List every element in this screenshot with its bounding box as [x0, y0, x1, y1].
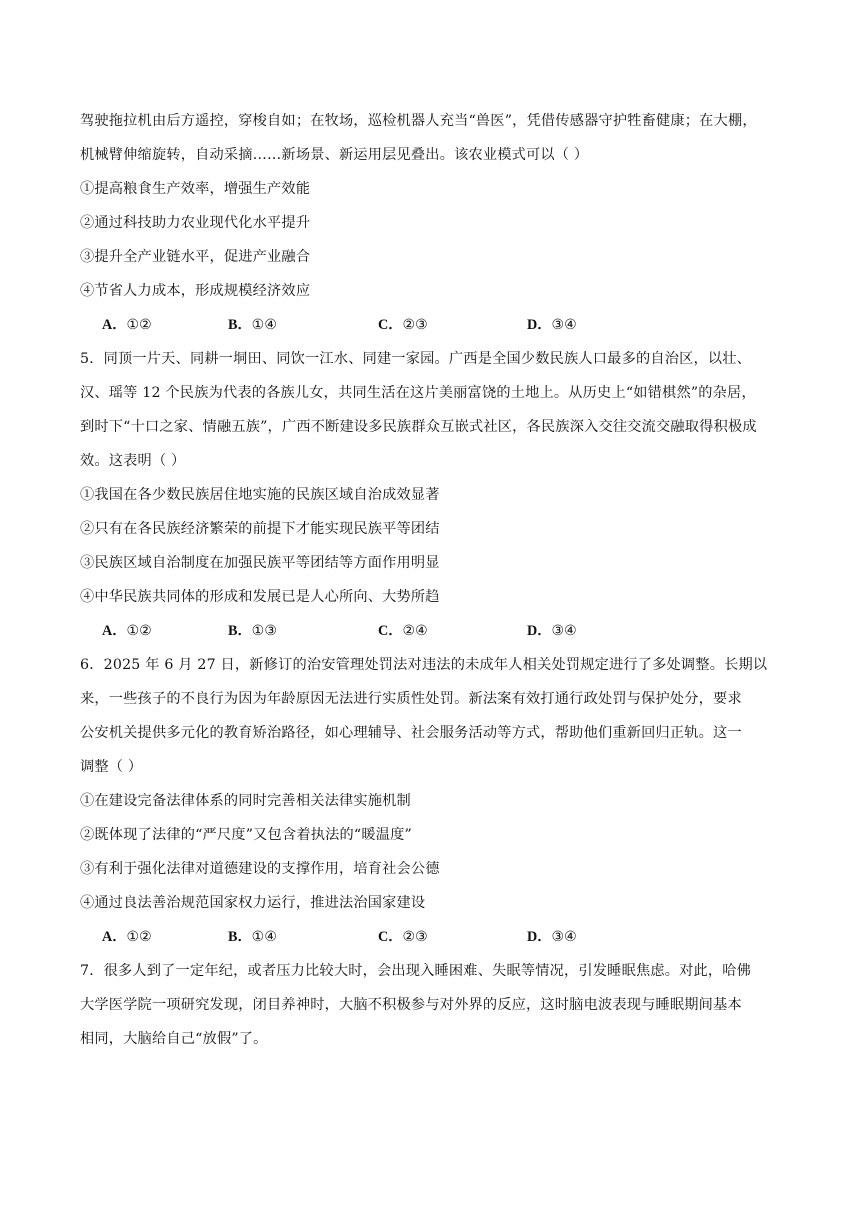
q6-option-c[interactable]: C．②③ — [378, 929, 428, 945]
q5-statement-1: ①我国在各少数民族居住地实施的民族区域自治成效显著 — [80, 487, 440, 503]
q4-stem-line-1: 驾驶拖拉机由后方遥控，穿梭自如；在牧场，巡检机器人充当“兽医”，凭借传感器守护牲畜健康；在大棚， — [80, 113, 757, 129]
q4-option-d[interactable]: D．③④ — [527, 317, 577, 333]
q6-stem-line-3: 公安机关提供多元化的教育矫治路径，如心理辅导、社会服务活动等方式，帮助他们重新回归正轨。这一 — [80, 725, 742, 741]
q4-option-c[interactable]: C．②③ — [378, 317, 428, 333]
q6-statement-1: ①在建设完备法律体系的同时完善相关法律实施机制 — [80, 793, 411, 809]
q5-option-b[interactable]: B．①③ — [228, 623, 278, 639]
q7-stem-line-3: 相同，大脑给自己“放假”了。 — [80, 1031, 268, 1047]
q7-stem-line-1: 7．很多人到了一定年纪，或者压力比较大时，会出现入睡困难、失眠等情况，引发睡眠焦虑。对此，哈佛 — [80, 963, 752, 979]
q4-statement-2: ②通过科技助力农业现代化水平提升 — [80, 215, 311, 231]
q5-option-a[interactable]: A．①② — [102, 623, 152, 639]
q5-option-c[interactable]: C．②④ — [378, 623, 428, 639]
q7-stem-line-2: 大学医学院一项研究发现，闭目养神时，大脑不积极参与对外界的反应，这时脑电波表现与睡眠期间基本 — [80, 997, 742, 1013]
q5-option-d[interactable]: D．③④ — [527, 623, 577, 639]
q6-stem-line-1: 6．2025 年 6 月 27 日，新修订的治安管理处罚法对违法的未成年人相关处罚规定进行了多处调整。长期以 — [80, 657, 768, 673]
q5-stem-line-1: 5．同顶一片天、同耕一垌田、同饮一江水、同建一家园。广西是全国少数民族人口最多的自治区，以壮、 — [80, 351, 752, 367]
q5-stem-line-4: 效。这表明（ ） — [80, 453, 186, 469]
q5-statement-2: ②只有在各民族经济繁荣的前提下才能实现民族平等团结 — [80, 521, 440, 537]
q5-statement-3: ③民族区域自治制度在加强民族平等团结等方面作用明显 — [80, 555, 440, 571]
q4-stem-line-2: 机械臂伸缩旋转，自动采摘……新场景、新运用层见叠出。该农业模式可以（ ） — [80, 147, 589, 163]
q5-statement-4: ④中华民族共同体的形成和发展已是人心所向、大势所趋 — [80, 589, 440, 605]
q5-stem-line-2: 汉、瑶等 12 个民族为代表的各族儿女，共同生活在这片美丽富饶的土地上。从历史上“如错棋然”的杂居， — [80, 385, 756, 401]
q6-option-b[interactable]: B．①④ — [228, 929, 278, 945]
q4-option-a[interactable]: A．①② — [102, 317, 152, 333]
q6-stem-line-2: 来，一些孩子的不良行为因为年龄原因无法进行实质性处罚。新法案有效打通行政处罚与保护处分，要求 — [80, 691, 742, 707]
q6-stem-line-4: 调整（ ） — [80, 759, 143, 775]
q4-option-b[interactable]: B．①④ — [228, 317, 278, 333]
q4-statement-4: ④节省人力成本，形成规模经济效应 — [80, 283, 311, 299]
q4-statement-1: ①提高粮食生产效率，增强生产效能 — [80, 181, 311, 197]
q6-option-d[interactable]: D．③④ — [527, 929, 577, 945]
q6-statement-4: ④通过良法善治规范国家权力运行，推进法治国家建设 — [80, 895, 426, 911]
q4-statement-3: ③提升全产业链水平，促进产业融合 — [80, 249, 311, 265]
q6-statement-3: ③有利于强化法律对道德建设的支撑作用，培育社会公德 — [80, 861, 440, 877]
q6-option-a[interactable]: A．①② — [102, 929, 152, 945]
q6-statement-2: ②既体现了法律的“严尺度”又包含着执法的“暖温度” — [80, 827, 412, 843]
q5-stem-line-3: 到时下“十口之家、情融五族”，广西不断建设多民族群众互嵌式社区，各民族深入交往交流交融取得积极成 — [80, 419, 757, 435]
